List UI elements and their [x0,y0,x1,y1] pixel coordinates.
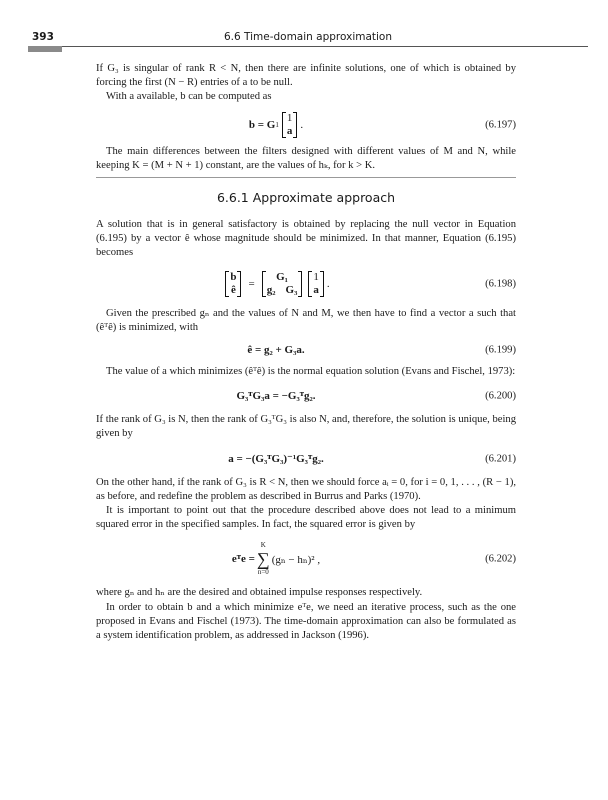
eq-lhs: b = G [248,118,276,131]
paragraph: In order to obtain b and a which minimize eᵀe, we need an iterative process, such as the one proposed in Evans and Fischel (1973). The time-domain approximation can also be formulated as a system identification problem, as addressed in Jackson (1996). [96,601,516,642]
header-tab-mark [28,46,62,52]
equation-number: (6.201) [485,453,516,465]
equation-number: (6.198) [485,278,516,290]
paragraph: The main differences between the filters designed with different values of M and N, while keeping K = (M + N + 1) constant, are the values of hₖ, for k > K. [96,145,516,171]
running-title: 6.6 Time-domain approximation [223,31,393,43]
summation: K ∑ n=0 [256,541,270,577]
page-body [96,62,516,643]
equation-number: (6.199) [485,344,516,356]
paragraph: It is important to point out that the procedure described above does not lead to a minimum squared error in the specified samples. In fact, the squared error is given by [96,505,516,531]
page-number: 393 [32,31,54,43]
equation-6-201: a = −(G₃ᵀG₃)⁻¹G₃ᵀg₂. (6.201) [228,453,516,466]
equation-6-197: b = G 1 1 a . (6.197) [248,111,516,137]
paragraph: With a available, b can be computed as [106,91,272,103]
paragraph: Given the prescribed gₙ and the values of N and M, we then have to find a vector a such that (êᵀê) is minimized, with [96,307,516,333]
rhs-vector: 1 a [308,271,324,297]
page-header [28,30,588,46]
equation-6-199: ê = g₂ + G₃a. (6.199) [247,344,516,357]
block-matrix: G₁ g₂ G₃ [262,271,303,297]
paragraph: If G₃ is singular of rank R < N, then there are infinite solutions, one of which is obtained by forcing the first (N − R) entries of a to be null. [96,63,516,89]
equation-6-202: eᵀe = K ∑ n=0 (gₙ − hₙ)² , (6.202) [231,541,516,577]
paragraph: On the other hand, if the rank of G₃ is R < N, then we should force aᵢ = 0, for i = 0, 1, . . . , (R − 1), as before, and redefine the problem as described in Burrus and Parks (1970). [96,476,516,502]
equation-number: (6.202) [485,553,516,565]
equation-6-200: G₃ᵀG₃a = −G₃ᵀg₂. (6.200) [236,390,516,403]
equation-number: (6.200) [485,390,516,402]
paragraph: A solution that is in general satisfactory is obtained by replacing the null vector in Equation (6.195) by a vector ê whose magnitude should be minimized. In that manner, Equation (6.195) becomes [96,219,516,259]
equation-6-198: b ê = G₁ g₂ G₃ 1 a . (6.198) [96,261,516,307]
paragraph: where gₙ and hₙ are the desired and obtained impulse responses respectively. [96,587,423,599]
lhs-vector: b ê [225,271,241,297]
paragraph: If the rank of G₃ is N, then the rank of G₃ᵀG₃ is also N, and, therefore, the solution is unique, being given by [96,414,516,440]
header-rule [28,46,588,47]
equation-number: (6.197) [485,119,516,131]
paragraph: The value of a which minimizes (êᵀê) is the normal equation solution (Evans and Fischel, 1973): [106,366,516,378]
section-heading: 6.6.1 Approximate approach [216,190,396,206]
column-vector: 1 a [282,112,298,138]
